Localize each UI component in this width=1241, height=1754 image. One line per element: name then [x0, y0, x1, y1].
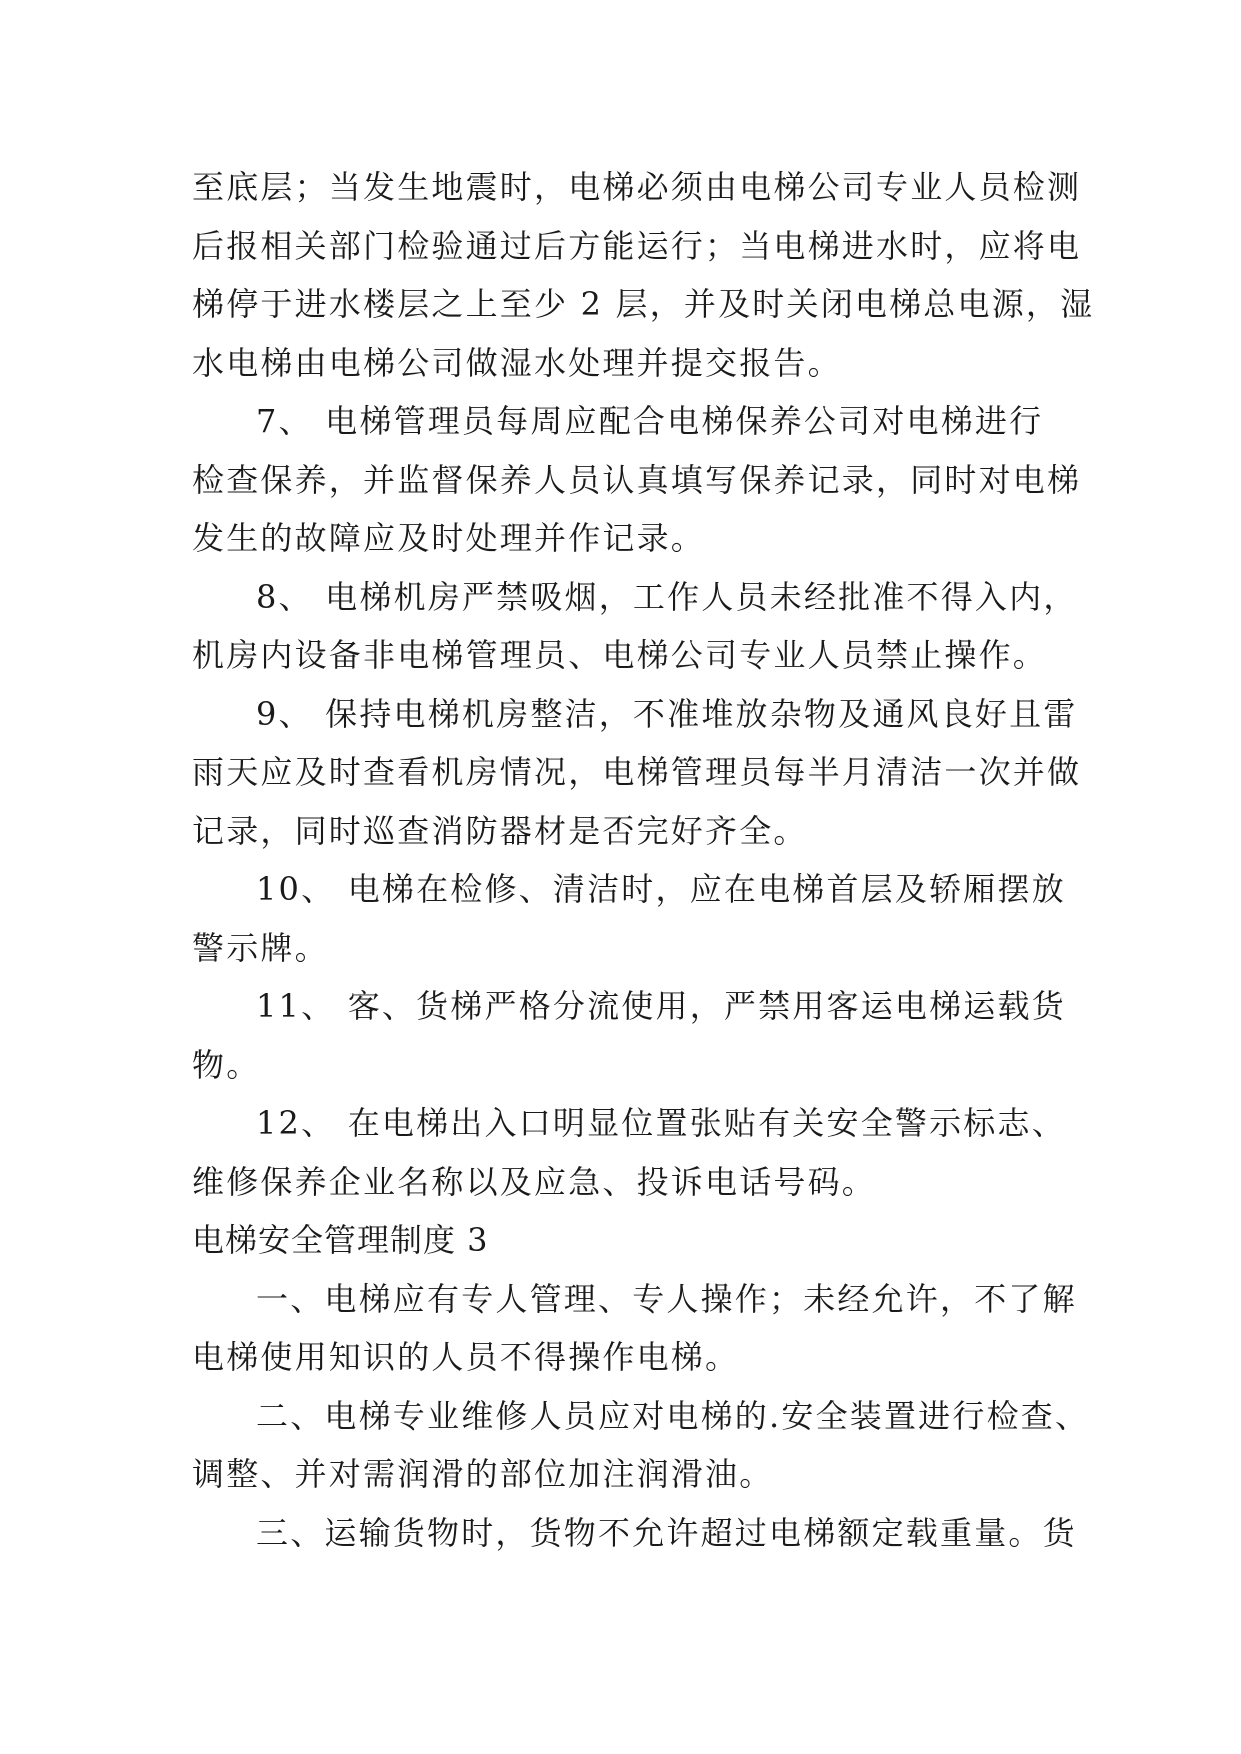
document-body — [192, 158, 1095, 1562]
text-line: 物。 — [192, 1045, 261, 1084]
text-line: 检查保养，并监督保养人员认真填写保养记录，同时对电梯 — [192, 460, 1082, 499]
item-12-line: 12、 在电梯出入口明显位置张贴有关安全警示标志、 — [256, 1104, 1066, 1142]
item-two-line: 二、电梯专业维修人员应对电梯的.安全装置进行检查、 — [256, 1396, 1090, 1435]
item-7-line: 7、 电梯管理员每周应配合电梯保养公司对电梯进行 — [256, 402, 1044, 440]
item-10-line: 10、 电梯在检修、清洁时，应在电梯首层及轿厢摆放 — [256, 870, 1066, 908]
item-one-line: 一、电梯应有专人管理、专人操作；未经允许，不了解 — [256, 1279, 1077, 1318]
text-line: 记录，同时巡查消防器材是否完好齐全。 — [192, 811, 808, 850]
text-line: 发生的故障应及时处理并作记录。 — [192, 519, 706, 557]
text-line: 机房内设备非电梯管理员、电梯公司专业人员禁止操作。 — [192, 636, 1048, 674]
text-line: 雨天应及时查看机房情况，电梯管理员每半月清洁一次并做 — [192, 753, 1082, 791]
item-11-line: 11、 客、货梯严格分流使用，严禁用客运电梯运载货 — [256, 987, 1066, 1025]
text-line: 梯停于进水楼层之上至少 2 层，并及时关闭电梯总电源，湿 — [192, 285, 1095, 323]
text-line: 电梯使用知识的人员不得操作电梯。 — [192, 1338, 740, 1376]
item-9-line: 9、 保持电梯机房整洁，不准堆放杂物及通风良好且雷 — [256, 694, 1078, 733]
item-8-line: 8、 电梯机房严禁吸烟，工作人员未经批准不得入内， — [256, 577, 1078, 616]
text-line: 维修保养企业名称以及应急、投诉电话号码。 — [192, 1162, 877, 1201]
text-line: 后报相关部门检验通过后方能运行；当电梯进水时，应将电 — [192, 226, 1082, 265]
item-three-line: 三、运输货物时，货物不允许超过电梯额定载重量。货 — [256, 1513, 1077, 1552]
section-heading: 电梯安全管理制度 3 — [192, 1221, 489, 1259]
text-line: 至底层；当发生地震时，电梯必须由电梯公司专业人员检测 — [192, 168, 1082, 206]
text-line: 水电梯由电梯公司做湿水处理并提交报告。 — [192, 343, 842, 382]
text-line: 警示牌。 — [192, 928, 329, 967]
text-line: 调整、并对需润滑的部位加注润滑油。 — [192, 1455, 774, 1493]
